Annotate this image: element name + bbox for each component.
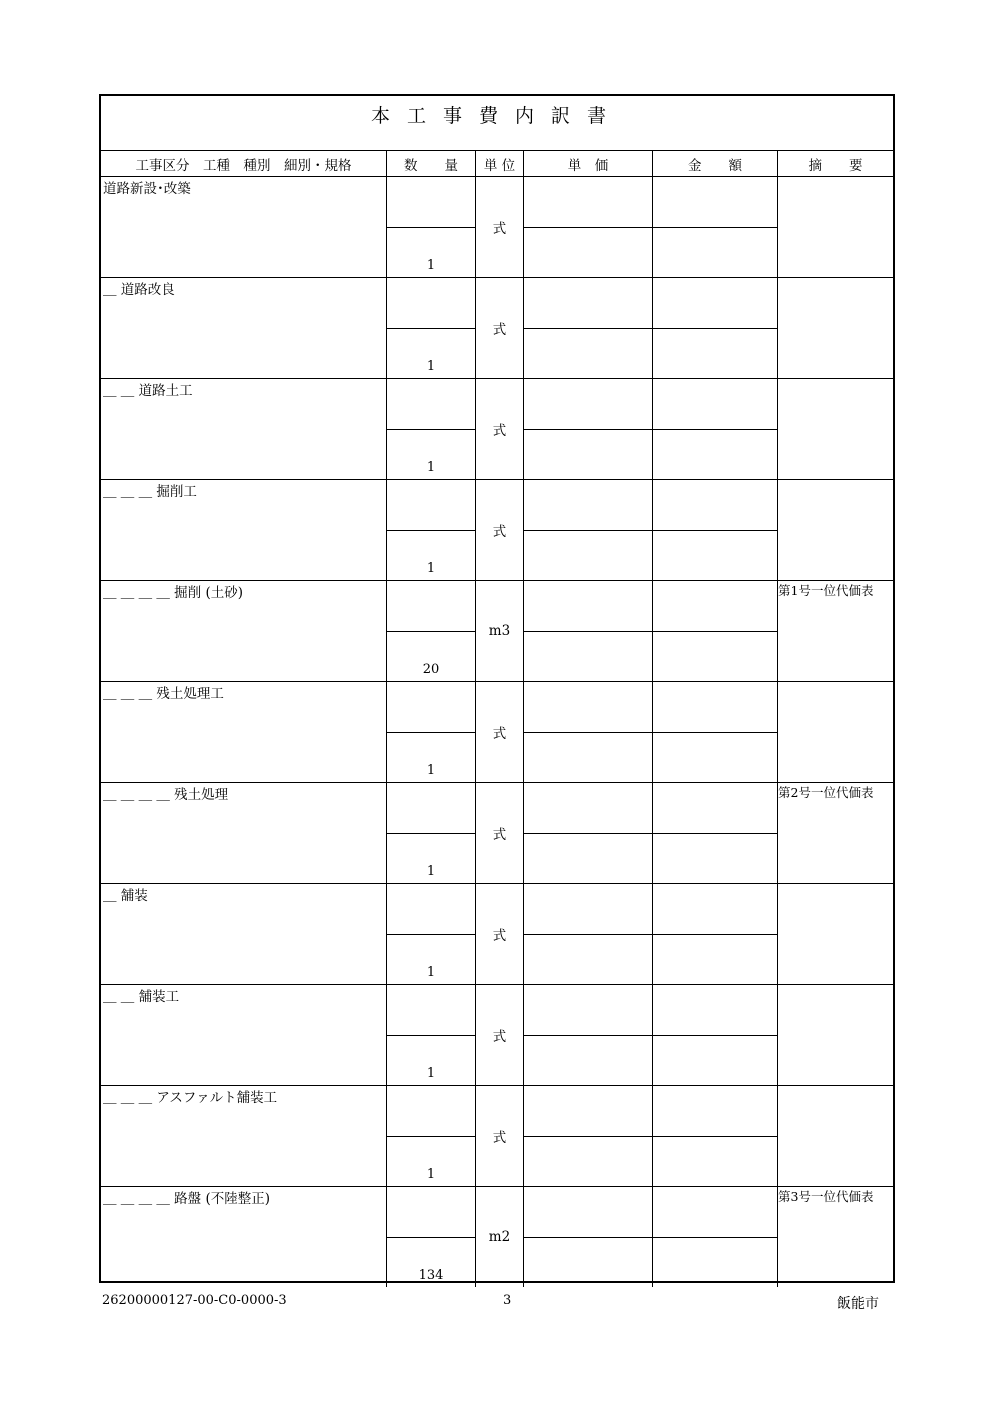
document-code: 26200000127-00-C0-0000-3 <box>102 1293 287 1308</box>
item-name: ＿ ＿ ＿ 掘削工 <box>103 484 197 500</box>
cell-divider <box>524 429 652 430</box>
cell-unit-price <box>524 379 653 479</box>
item-unit: m3 <box>488 623 511 639</box>
item-name: ＿ ＿ 道路土工 <box>103 383 193 399</box>
cell-unit-price <box>524 1086 653 1186</box>
cell-divider <box>387 631 475 632</box>
cost-breakdown-sheet <box>99 94 895 1283</box>
item-unit: 式 <box>492 423 507 439</box>
cell-divider <box>653 934 777 935</box>
table-row <box>101 783 893 884</box>
item-name: 道路新設･改築 <box>103 181 191 197</box>
cell-divider <box>524 328 652 329</box>
cell-remarks <box>778 177 893 277</box>
cell-divider <box>524 227 652 228</box>
cell-divider <box>653 631 777 632</box>
header-amount: 金 額 <box>653 151 778 176</box>
cell-unit-price <box>524 278 653 378</box>
cell-divider <box>387 934 475 935</box>
cell-quantity <box>387 581 476 681</box>
cell-unit <box>476 783 524 883</box>
cell-divider <box>653 227 777 228</box>
document-title: 本工事費内訳書 <box>101 96 893 151</box>
cell-quantity <box>387 278 476 378</box>
cell-divider <box>524 1136 652 1137</box>
cell-remarks <box>778 1187 893 1287</box>
cell-quantity <box>387 1086 476 1186</box>
cell-quantity <box>387 682 476 782</box>
cell-amount <box>653 278 778 378</box>
cell-divider <box>387 429 475 430</box>
cell-unit-price <box>524 682 653 782</box>
table-header <box>101 151 893 177</box>
cell-remarks <box>778 581 893 681</box>
table-row <box>101 379 893 480</box>
cell-divider <box>387 227 475 228</box>
item-unit: 式 <box>492 1029 507 1045</box>
table-row <box>101 480 893 581</box>
item-quantity: 1 <box>426 1066 436 1081</box>
cell-divider <box>387 1035 475 1036</box>
item-unit: 式 <box>492 928 507 944</box>
cell-amount <box>653 783 778 883</box>
cell-divider <box>387 1237 475 1238</box>
header-unit-price: 単 価 <box>524 151 653 176</box>
item-quantity: 1 <box>426 965 436 980</box>
header-quantity: 数 量 <box>387 151 476 176</box>
cell-divider <box>387 732 475 733</box>
cell-amount <box>653 1187 778 1287</box>
city-name: 飯能市 <box>837 1296 879 1312</box>
cell-divider <box>653 732 777 733</box>
item-quantity: 1 <box>426 359 436 374</box>
cell-unit <box>476 480 524 580</box>
cell-remarks <box>778 278 893 378</box>
cell-unit <box>476 581 524 681</box>
cell-quantity <box>387 480 476 580</box>
cell-divider <box>524 1237 652 1238</box>
cell-unit <box>476 177 524 277</box>
table-row <box>101 177 893 278</box>
item-name: ＿ ＿ ＿ ＿ 残土処理 <box>103 787 229 803</box>
item-quantity: 1 <box>426 561 436 576</box>
cell-remarks <box>778 985 893 1085</box>
table-row <box>101 985 893 1086</box>
cell-name <box>101 884 387 984</box>
item-unit: 式 <box>492 524 507 540</box>
cell-divider <box>653 1136 777 1137</box>
page-number: 3 <box>503 1293 512 1308</box>
cell-amount <box>653 379 778 479</box>
cell-unit-price <box>524 177 653 277</box>
cell-name <box>101 379 387 479</box>
item-quantity: 1 <box>426 1167 436 1182</box>
cell-divider <box>653 1237 777 1238</box>
header-unit: 単 位 <box>476 151 524 176</box>
cell-quantity <box>387 985 476 1085</box>
cell-divider <box>387 833 475 834</box>
item-unit: 式 <box>492 322 507 338</box>
cell-remarks <box>778 783 893 883</box>
item-quantity: 134 <box>418 1268 444 1283</box>
cell-divider <box>387 1136 475 1137</box>
cell-divider <box>524 732 652 733</box>
table-row <box>101 278 893 379</box>
cell-unit <box>476 1187 524 1287</box>
cell-unit-price <box>524 884 653 984</box>
item-name: ＿ ＿ ＿ アスファルト舗装工 <box>103 1090 278 1106</box>
item-unit: 式 <box>492 827 507 843</box>
cell-unit-price <box>524 581 653 681</box>
cell-amount <box>653 682 778 782</box>
cell-unit <box>476 985 524 1085</box>
cell-amount <box>653 480 778 580</box>
item-name: ＿ ＿ ＿ 残土処理工 <box>103 686 224 702</box>
cell-name <box>101 783 387 883</box>
cell-quantity <box>387 177 476 277</box>
item-unit: 式 <box>492 726 507 742</box>
cell-remarks <box>778 379 893 479</box>
cell-amount <box>653 985 778 1085</box>
item-quantity: 1 <box>426 864 436 879</box>
table-row <box>101 884 893 985</box>
item-quantity: 1 <box>426 460 436 475</box>
cell-divider <box>653 1035 777 1036</box>
cell-divider <box>653 833 777 834</box>
cell-divider <box>524 530 652 531</box>
cell-remarks <box>778 1086 893 1186</box>
cell-unit-price <box>524 1187 653 1287</box>
cell-divider <box>524 833 652 834</box>
cell-amount <box>653 884 778 984</box>
item-name: ＿ 道路改良 <box>103 282 175 298</box>
cell-name <box>101 1086 387 1186</box>
cell-amount <box>653 1086 778 1186</box>
item-name: ＿ 舗装 <box>103 888 148 904</box>
cell-remarks <box>778 884 893 984</box>
item-quantity: 20 <box>422 662 440 677</box>
cell-name <box>101 985 387 1085</box>
table-row <box>101 1086 893 1187</box>
item-unit: 式 <box>492 1130 507 1146</box>
cell-unit <box>476 278 524 378</box>
cell-name <box>101 682 387 782</box>
header-name: 工事区分 工種 種別 細別・規格 <box>101 151 387 176</box>
cell-amount <box>653 177 778 277</box>
cell-divider <box>387 328 475 329</box>
cell-unit <box>476 682 524 782</box>
cell-quantity <box>387 783 476 883</box>
cell-name <box>101 278 387 378</box>
cell-unit <box>476 884 524 984</box>
item-unit: m2 <box>488 1229 511 1245</box>
cell-quantity <box>387 1187 476 1287</box>
cell-quantity <box>387 379 476 479</box>
header-remarks: 摘 要 <box>808 157 863 174</box>
item-remarks: 第3号一位代価表 <box>778 1189 874 1204</box>
cell-unit-price <box>524 985 653 1085</box>
item-remarks: 第2号一位代価表 <box>778 785 874 800</box>
item-unit: 式 <box>492 221 507 237</box>
cell-divider <box>653 530 777 531</box>
cell-quantity <box>387 884 476 984</box>
table-row <box>101 581 893 682</box>
cell-amount <box>653 581 778 681</box>
cell-unit <box>476 379 524 479</box>
cell-unit <box>476 1086 524 1186</box>
item-remarks: 第1号一位代価表 <box>778 583 874 598</box>
item-name: ＿ ＿ ＿ ＿ 掘削 (土砂) <box>103 585 243 601</box>
cell-name <box>101 1187 387 1287</box>
item-quantity: 1 <box>426 258 436 273</box>
cell-divider <box>524 631 652 632</box>
cell-unit-price <box>524 480 653 580</box>
cell-divider <box>653 328 777 329</box>
cell-name <box>101 581 387 681</box>
cell-unit-price <box>524 783 653 883</box>
cell-divider <box>387 530 475 531</box>
cell-divider <box>524 1035 652 1036</box>
table-row <box>101 682 893 783</box>
cell-name <box>101 480 387 580</box>
cell-divider <box>653 429 777 430</box>
cell-name <box>101 177 387 277</box>
table-row <box>101 1187 893 1287</box>
item-name: ＿ ＿ 舗装工 <box>103 989 180 1005</box>
item-quantity: 1 <box>426 763 436 778</box>
cell-divider <box>524 934 652 935</box>
item-name: ＿ ＿ ＿ ＿ 路盤 (不陸整正) <box>103 1191 270 1207</box>
cell-remarks <box>778 682 893 782</box>
cell-remarks <box>778 480 893 580</box>
